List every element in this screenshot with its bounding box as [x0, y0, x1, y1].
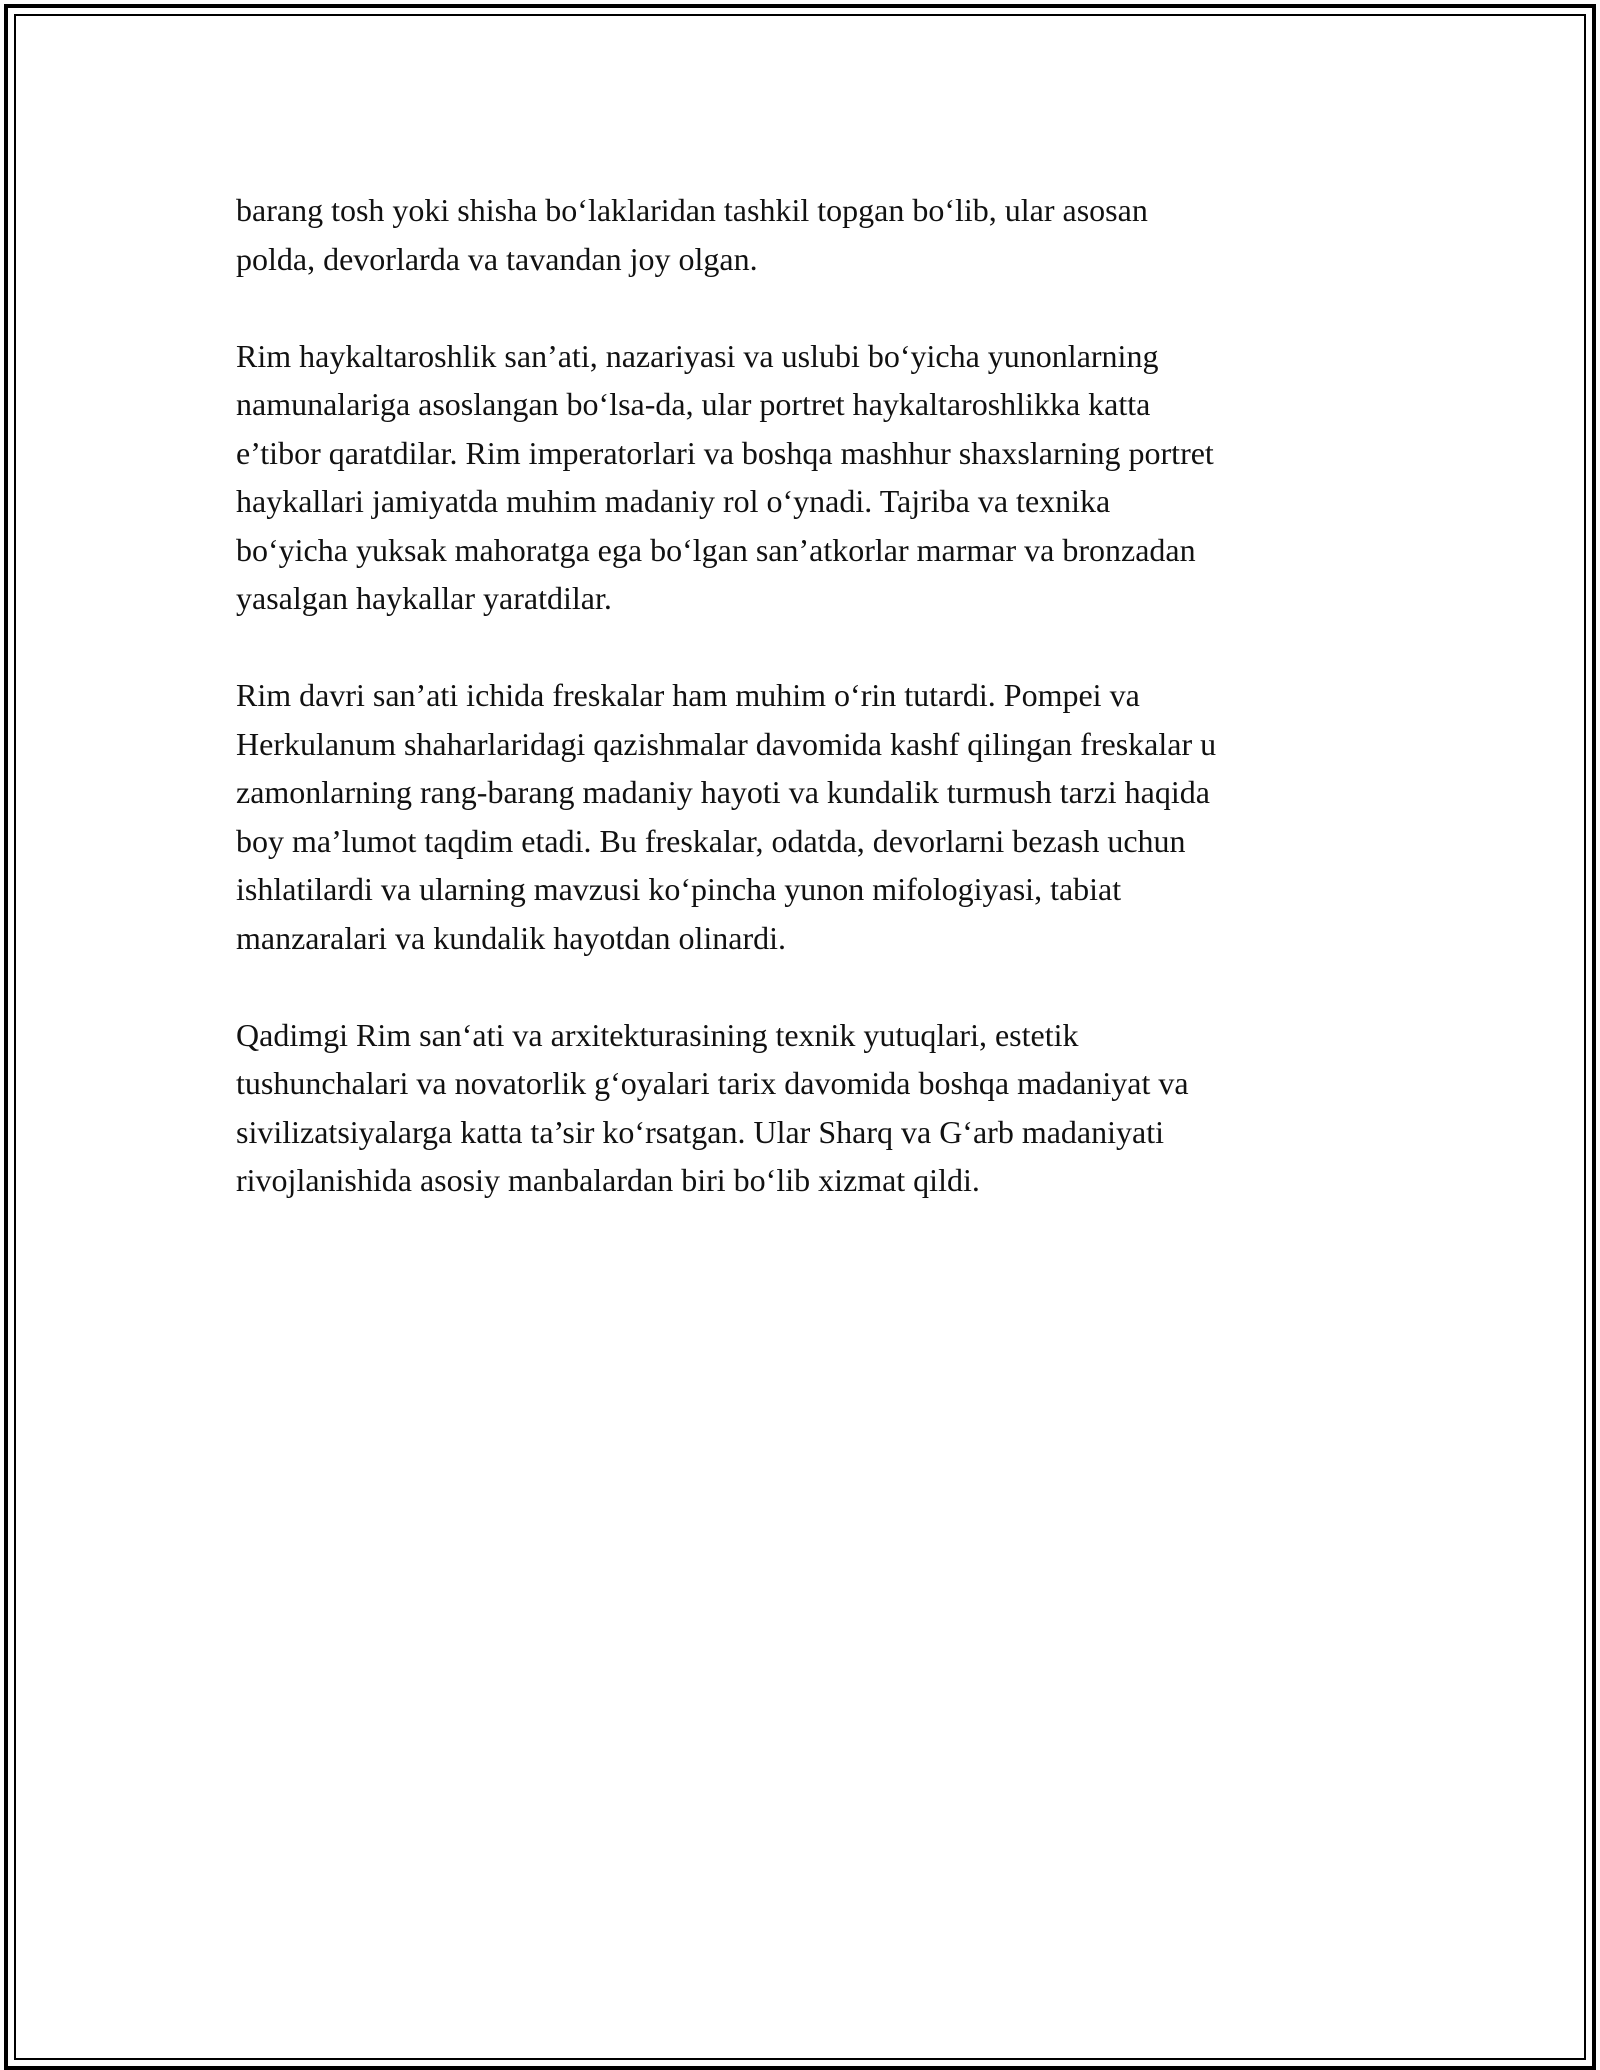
- paragraph: [236, 1011, 1386, 1205]
- text-line: zamonlarning rang-barang madaniy hayoti va kundalik turmush tarzi haqida: [236, 774, 1210, 810]
- text-line: Rim davri san’ati ichida freskalar ham muhim o‘rin tutardi. Pompei va: [236, 677, 1140, 713]
- paragraph: [236, 186, 1386, 283]
- text-line: barang tosh yoki shisha bo‘laklaridan tashkil topgan bo‘lib, ular asosan: [236, 192, 1148, 228]
- text-line: haykallari jamiyatda muhim madaniy rol o‘ynadi. Tajriba va texnika: [236, 483, 1111, 519]
- paragraph: [236, 671, 1386, 962]
- text-line: sivilizatsiyalarga katta ta’sir ko‘rsatgan. Ular Sharq va G‘arb madaniyati: [236, 1113, 1164, 1150]
- text-line: Herkulanum shaharlaridagi qazishmalar davomida kashf qilingan freskalar u: [236, 725, 1217, 762]
- text-line: polda, devorlarda va tavandan joy olgan.: [236, 240, 758, 277]
- text-line: tushunchalari va novatorlik g‘oyalari tarix davomida boshqa madaniyat va: [236, 1065, 1189, 1101]
- text-line: yasalgan haykallar yaratdilar.: [236, 580, 612, 616]
- text-line: e’tibor qaratdilar. Rim imperatorlari va boshqa mashhur shaxslarning portret: [236, 434, 1214, 471]
- text-line: ishlatilardi va ularning mavzusi ko‘pincha yunon mifologiyasi, tabiat: [236, 871, 1122, 907]
- text-line: Qadimgi Rim san‘ati va arxitekturasining texnik yutuqlari, estetik: [236, 1016, 1079, 1053]
- text-line: boy ma’lumot taqdim etadi. Bu freskalar, odatda, devorlarni bezash uchun: [236, 822, 1186, 859]
- paragraph: [236, 332, 1386, 623]
- text-line: rivojlanishida asosiy manbalardan biri bo‘lib xizmat qildi.: [236, 1162, 980, 1198]
- text-line: bo‘yicha yuksak mahoratga ega bo‘lgan san’atkorlar marmar va bronzadan: [236, 531, 1196, 568]
- text-line: Rim haykaltaroshlik san’ati, nazariyasi va uslubi bo‘yicha yunonlarning: [236, 337, 1159, 374]
- document-body: [236, 186, 1386, 1253]
- text-line: namunalariga asoslangan bo‘lsa-da, ular portret haykaltaroshlikka katta: [236, 386, 1151, 422]
- text-line: manzaralari va kundalik hayotdan olinardi.: [236, 919, 787, 956]
